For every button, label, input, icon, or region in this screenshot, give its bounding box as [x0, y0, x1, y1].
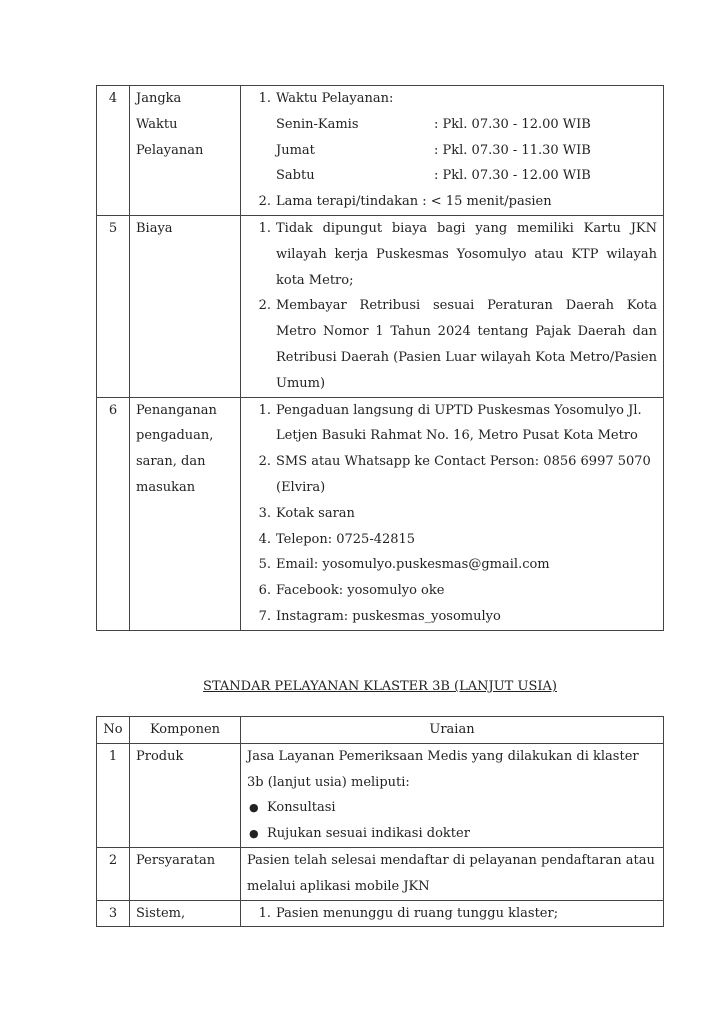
service-hours: Senin-Kamis : Pkl. 07.30 - 12.00 WIB Jumat : Pkl. 07.30 - 11.30 WIB Sabtu : Pkl. 07.30 - 12.00 WIB: [276, 116, 591, 184]
list-item: ● Konsultasi: [249, 800, 336, 816]
description-cell: [241, 397, 664, 630]
component-cell: Produk: [130, 743, 241, 847]
description-cell: [241, 86, 664, 216]
header-uraian: Uraian: [241, 717, 664, 744]
service-standard-table-continued: [96, 85, 664, 631]
list-item: 7. Instagram: puskesmas_yosomulyo: [258, 608, 501, 624]
list-item: 2. SMS atau Whatsapp ke Contact Person: 0856 6997 5070 (Elvira): [258, 454, 651, 495]
description-cell: [241, 215, 664, 397]
component-cell: Sistem,: [130, 900, 241, 927]
component-cell: Penanganan pengaduan, saran, dan masukan: [130, 397, 241, 630]
header-no: No: [97, 717, 130, 744]
row-number: 6: [97, 397, 130, 630]
list-item: ● Rujukan sesuai indikasi dokter: [249, 826, 470, 842]
row-number: 1: [97, 743, 130, 847]
component-cell: Biaya: [130, 215, 241, 397]
list-item: 5. Email: yosomulyo.puskesmas@gmail.com: [258, 557, 550, 573]
table-row: [97, 900, 664, 927]
table-row: [97, 397, 664, 630]
component-cell: Jangka Waktu Pelayanan: [130, 86, 241, 216]
table-row: [97, 743, 664, 847]
row-number: 2: [97, 847, 130, 900]
component-cell: Persyaratan: [130, 847, 241, 900]
row-number: 3: [97, 900, 130, 927]
list-item: 2. Lama terapi/tindakan : < 15 menit/pasien: [258, 194, 552, 210]
list-item: 1. Pasien menunggu di ruang tunggu klaster;: [258, 905, 559, 921]
list-item: 1. Pengaduan langsung di UPTD Puskesmas Yosomulyo Jl. Letjen Basuki Rahmat No. 16, Metro Pusat Kota Metro: [258, 402, 642, 444]
list-item: 2. Membayar Retribusi sesuai Peraturan Daerah Kota Metro Nomor 1 Tahun 2024 tentang Pajak Daerah dan Retribusi Daerah (Pasien Luar wilayah Kota Metro/Pasien Umum): [258, 298, 657, 391]
list-item: 1. Tidak dipungut biaya bagi yang memiliki Kartu JKN wilayah kerja Puskesmas Yosomulyo atau KTP wilayah kota Metro;: [258, 220, 657, 288]
table-row: [97, 847, 664, 900]
section-title: STANDAR PELAYANAN KLASTER 3B (LANJUT USIA): [203, 679, 557, 694]
row-number: 4: [97, 86, 130, 216]
table-row: [97, 215, 664, 397]
table-row: [97, 86, 664, 216]
service-standard-table-klaster-3b: [96, 716, 664, 927]
description-cell: Jasa Layanan Pemeriksaan Medis yang dilakukan di klaster 3b (lanjut usia) meliputi: ● Konsultasi ● Rujukan sesuai indikasi dokter: [241, 743, 664, 847]
table-header-row: [97, 717, 664, 744]
list-item: 6. Facebook: yosomulyo oke: [258, 583, 445, 599]
row-number: 5: [97, 215, 130, 397]
list-item: 3. Kotak saran: [258, 505, 355, 521]
header-komponen: Komponen: [130, 717, 241, 744]
list-item: 4. Telepon: 0725-42815: [258, 531, 416, 547]
description-cell: [241, 900, 664, 927]
list-item: 1. Waktu Pelayanan:: [258, 91, 394, 106]
description-cell: Pasien telah selesai mendaftar di pelayanan pendaftaran atau melalui aplikasi mobile JKN: [241, 847, 664, 900]
